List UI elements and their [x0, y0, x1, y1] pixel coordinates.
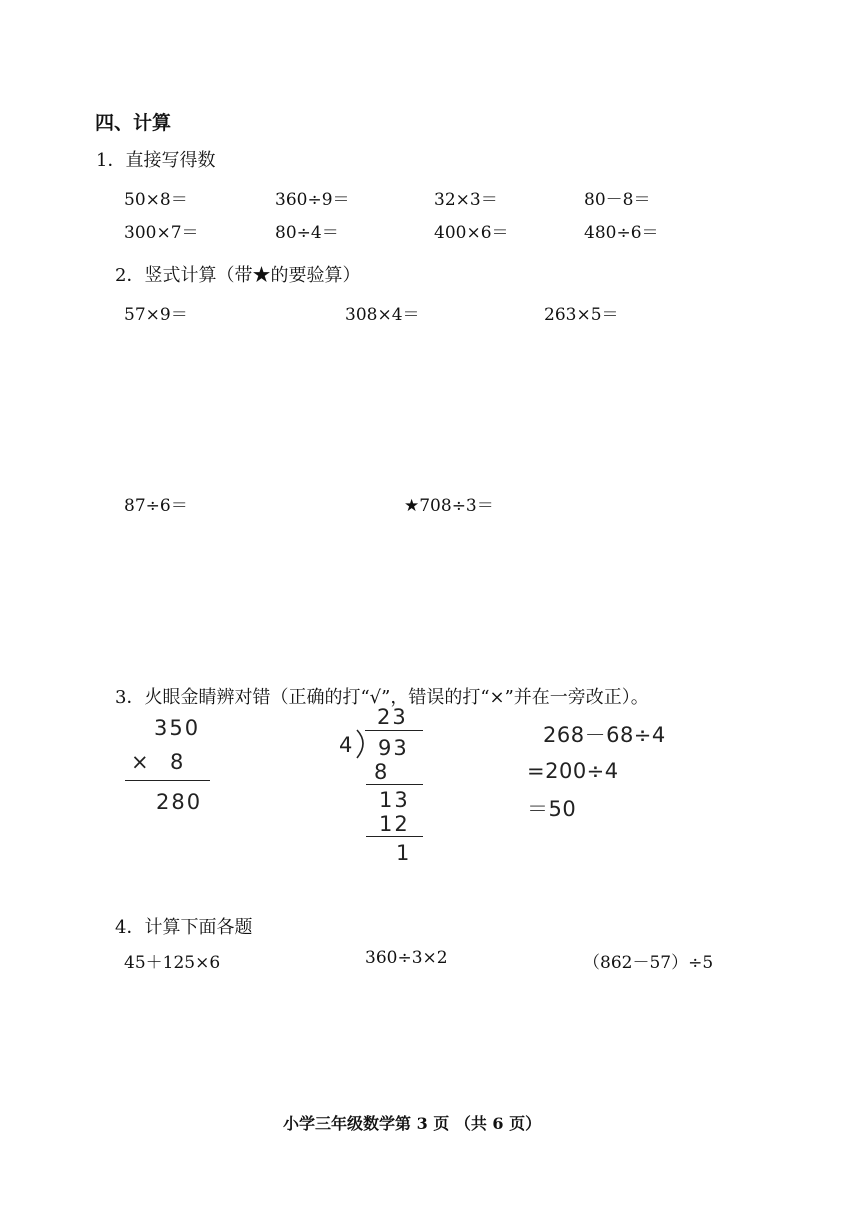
q1-item-7: 400×6＝	[434, 223, 509, 243]
q2-item-5: ★708÷3＝	[404, 496, 494, 516]
q4-item-3: （862－57）÷5	[583, 953, 714, 973]
mult-top-number: 350	[154, 716, 201, 740]
q1-item-1: 50×8＝	[124, 190, 188, 210]
mixed-line-3: ＝50	[527, 797, 577, 821]
div-rule-line-1	[366, 784, 423, 785]
div-step-1: 8	[374, 760, 390, 784]
q2-item-1: 57×9＝	[124, 305, 188, 325]
q1-item-8: 480÷6＝	[584, 223, 659, 243]
div-rule-line-2	[366, 836, 423, 837]
q4-item-1: 45＋125×6	[124, 953, 221, 973]
div-remainder: 1	[396, 841, 412, 865]
q1-item-6: 80÷4＝	[275, 223, 339, 243]
q1-item-5: 300×7＝	[124, 223, 199, 243]
div-bracket-curve	[355, 729, 369, 759]
question-1-label: 1．直接写得数	[96, 150, 216, 171]
q1-item-3: 32×3＝	[434, 190, 498, 210]
question-4-label: 4．计算下面各题	[115, 917, 253, 938]
mult-multiplier: 8	[170, 750, 186, 774]
q1-item-2: 360÷9＝	[275, 190, 350, 210]
q4-item-2: 360÷3×2	[365, 948, 448, 968]
div-step-2: 13	[379, 788, 410, 812]
question-3-label: 3．火眼金睛辨对错（正确的打“√”，错误的打“×”并在一旁改正）。	[115, 687, 649, 708]
q2-item-4: 87÷6＝	[124, 496, 188, 516]
question-2-label: 2．竖式计算（带★的要验算）	[115, 265, 361, 286]
section-title: 四、计算	[95, 112, 172, 134]
q2-item-3: 263×5＝	[544, 305, 619, 325]
page-footer: 小学三年级数学第 3 页 （共 6 页）	[283, 1114, 542, 1133]
div-bracket-top	[365, 730, 423, 731]
div-step-3: 12	[379, 812, 410, 836]
mult-result: 280	[156, 790, 203, 814]
q2-item-2: 308×4＝	[345, 305, 420, 325]
div-divisor: 4	[339, 733, 355, 757]
mult-operator: ×	[131, 750, 151, 774]
mixed-line-1: 268－68÷4	[543, 723, 666, 747]
mixed-line-2: =200÷4	[527, 759, 619, 783]
div-dividend: 93	[378, 736, 409, 760]
q1-item-4: 80－8＝	[584, 190, 651, 210]
div-quotient: 23	[377, 705, 408, 729]
mult-rule-line	[125, 780, 210, 781]
